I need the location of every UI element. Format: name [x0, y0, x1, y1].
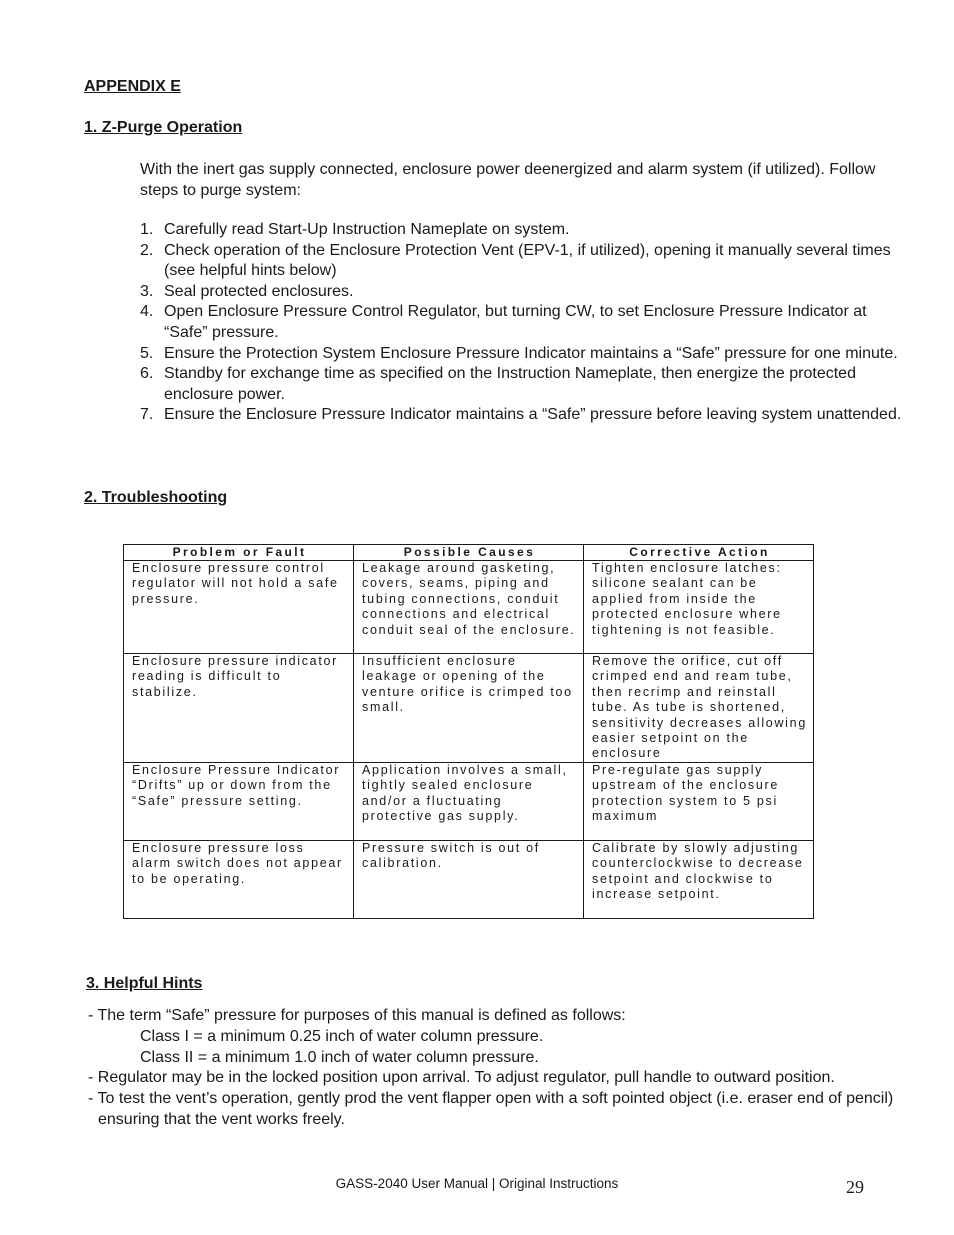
- purge-step: 5. Ensure the Protection System Enclosure Pressure Indicator maintains a “Safe” pressure for one minute.: [140, 344, 898, 362]
- purge-step: 2. Check operation of the Enclosure Protection Vent (EPV-1, if utilized), opening it manually several times (see helpful hints below): [140, 241, 891, 280]
- section-1-intro: With the inert gas supply connected, enclosure power deenergized and alarm system (if utilized). Follow steps to purge system:: [140, 161, 876, 199]
- purge-steps-list: [140, 220, 905, 426]
- table-header-row: [124, 545, 814, 561]
- appendix-title: APPENDIX E: [84, 78, 181, 95]
- purge-step: 3. Seal protected enclosures.: [140, 282, 354, 300]
- cause-cell: Leakage around gasketing, covers, seams, piping and tubing connections, conduit connections and electrical conduit seal of the enclosure.: [354, 561, 584, 654]
- problem-cell: Enclosure pressure control regulator will not hold a safe pressure.: [124, 561, 354, 654]
- helpful-hints: [88, 1006, 908, 1131]
- cause-cell: Insufficient enclosure leakage or opening of the venture orifice is crimped too small.: [354, 654, 584, 763]
- class-2-definition: Class II = a minimum 1.0 inch of water column pressure.: [140, 1048, 539, 1066]
- problem-cell: Enclosure Pressure Indicator “Drifts” up or down from the “Safe” pressure setting.: [124, 762, 354, 840]
- column-header-problem: Problem or Fault: [124, 545, 354, 561]
- purge-step: 1. Carefully read Start-Up Instruction Nameplate on system.: [140, 221, 570, 238]
- page-number: 29: [846, 1177, 864, 1197]
- table-row: [124, 762, 814, 840]
- section-2-title: 2. Troubleshooting: [84, 489, 228, 506]
- purge-step: 4. Open Enclosure Pressure Control Regulator, but turning CW, to set Enclosure Pressure Indicator at “Safe” pressure.: [140, 303, 867, 341]
- vent-hint: - To test the vent’s operation, gently prod the vent flapper open with a soft pointed object (i.e. eraser end of pencil) ensuring that the vent works freely.: [88, 1090, 894, 1128]
- table-row: [124, 654, 814, 763]
- problem-cell: Enclosure pressure loss alarm switch does not appear to be operating.: [124, 840, 354, 918]
- problem-cell: Enclosure pressure indicator reading is difficult to stabilize.: [124, 654, 354, 763]
- purge-step: 6. Standby for exchange time as specified on the Instruction Nameplate, then energize the protected enclosure power.: [140, 365, 856, 403]
- troubleshooting-table: [123, 544, 814, 919]
- action-cell: Remove the orifice, cut off crimped end and ream tube, then recrimp and reinstall tube. As tube is shortened, sensitivity decreases allowing easier setpoint on the enclosure: [584, 654, 814, 763]
- page-footer: GASS-2040 User Manual | Original Instructions: [335, 1176, 619, 1191]
- section-1-title: 1. Z-Purge Operation: [84, 119, 243, 136]
- action-cell: Calibrate by slowly adjusting counterclockwise to decrease setpoint and clockwise to increase setpoint.: [584, 840, 814, 918]
- safe-pressure-definition: - The term “Safe” pressure for purposes of this manual is defined as follows:: [88, 1007, 626, 1024]
- table-row: [124, 840, 814, 918]
- column-header-action: Corrective Action: [584, 545, 814, 561]
- action-cell: Tighten enclosure latches: silicone sealant can be applied from inside the protected enclosure where tightening is not feasible.: [584, 561, 814, 654]
- table-row: [124, 561, 814, 654]
- cause-cell: Application involves a small, tightly sealed enclosure and/or a fluctuating protective gas supply.: [354, 762, 584, 840]
- column-header-causes: Possible Causes: [354, 545, 584, 561]
- class-1-definition: Class I = a minimum 0.25 inch of water column pressure.: [140, 1027, 544, 1045]
- section-3-title: 3. Helpful Hints: [86, 975, 203, 992]
- purge-step: 7. Ensure the Enclosure Pressure Indicator maintains a “Safe” pressure before leaving system unattended.: [140, 406, 902, 424]
- cause-cell: Pressure switch is out of calibration.: [354, 840, 584, 918]
- regulator-hint: - Regulator may be in the locked position upon arrival. To adjust regulator, pull handle to outward position.: [88, 1069, 835, 1087]
- action-cell: Pre-regulate gas supply upstream of the enclosure protection system to 5 psi maximum: [584, 762, 814, 840]
